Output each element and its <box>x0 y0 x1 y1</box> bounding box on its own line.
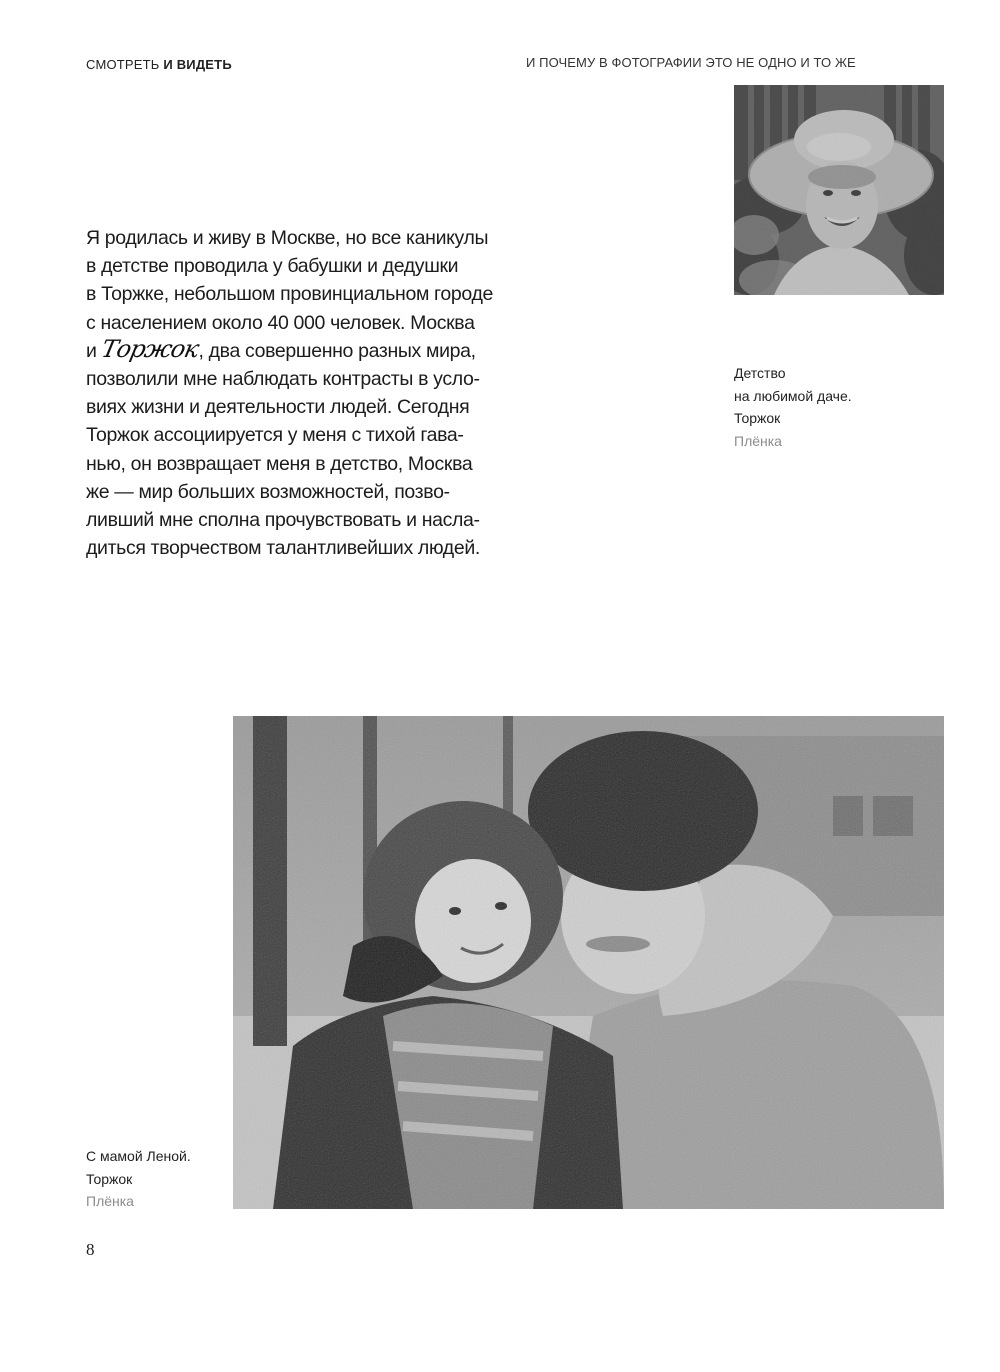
body-line: Я родилась и живу в Москве, но все каникулы <box>86 227 489 249</box>
body-line-prefix: и <box>86 339 102 362</box>
body-line-suffix: , два совершенно разных мира, <box>198 339 476 362</box>
body-line: нью, он возвращает меня в детство, Москва <box>86 452 473 475</box>
caption-line: Торжок <box>734 410 781 426</box>
body-line: виях жизни и деятельности людей. Сегодня <box>86 396 470 419</box>
handwritten-word-torzhok: Торжок <box>98 334 201 363</box>
body-line: в Торжке, небольшом провинциальном городе <box>86 283 493 306</box>
caption-winter-photo <box>86 1145 191 1213</box>
caption-child-photo <box>734 362 852 452</box>
body-line: ливший мне сполна прочувствовать и наcла- <box>86 509 480 532</box>
body-line: с населением около 40 000 человек. Москва <box>86 311 475 334</box>
caption-line: Детство <box>734 365 786 381</box>
photo-child-in-hat <box>734 85 944 295</box>
page-number: 8 <box>86 1240 95 1259</box>
body-line-with-handwriting <box>86 334 516 365</box>
running-head-right: И ПОЧЕМУ В ФОТОГРАФИИ ЭТО НЕ ОДНО И ТО ЖЕ <box>526 55 856 70</box>
body-line: диться творчеством талантливейших людей. <box>86 537 480 560</box>
photo-winter-with-mother <box>233 716 944 1209</box>
body-line: в детстве проводила у бабушки и дедушки <box>86 255 459 278</box>
running-head-regular: СМОТРЕТЬ <box>86 57 160 72</box>
body-line: же — мир больших возможностей, позво- <box>86 480 450 503</box>
running-head-left <box>86 57 232 72</box>
caption-medium: Плёнка <box>734 432 782 449</box>
caption-medium: Плёнка <box>86 1193 134 1209</box>
body-text <box>86 224 516 562</box>
body-line: Торжок ассоциируется у меня с тихой гава- <box>86 424 464 447</box>
body-line: позволили мне наблюдать контрасты в усло- <box>86 368 480 391</box>
caption-line: С мамой Леной. <box>86 1148 191 1164</box>
running-head-bold: И ВИДЕТЬ <box>163 57 232 72</box>
caption-line: Торжок <box>86 1170 133 1187</box>
caption-line: на любимой даче. <box>734 387 852 404</box>
